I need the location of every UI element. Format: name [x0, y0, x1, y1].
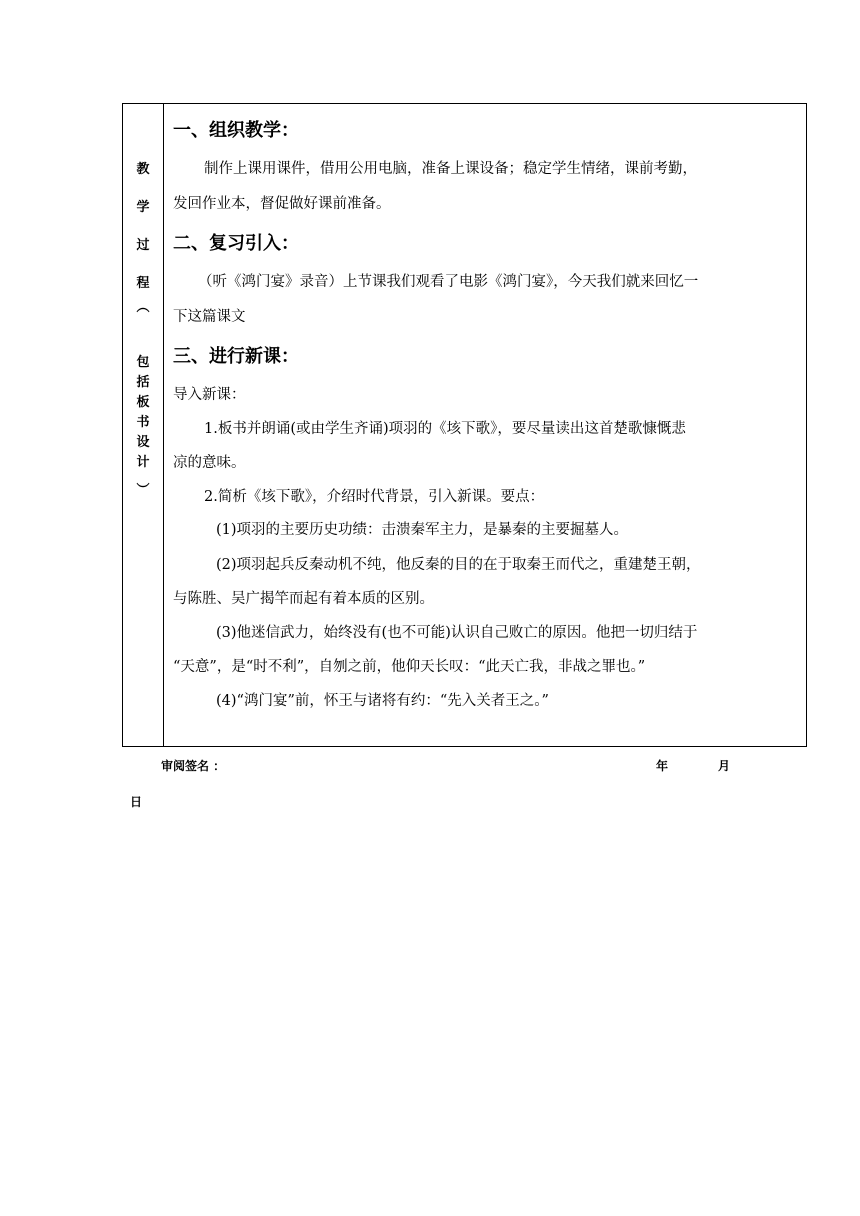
paragraph-line: 2.简析《垓下歌》，介绍时代背景，引入新课。要点： — [204, 489, 545, 505]
label-char: 教 — [136, 162, 150, 177]
label-char: 书 — [136, 415, 150, 430]
paragraph-line: （听《鸿门宴》录音）上节课我们观看了电影《鸿门宴》，今天我们就来回忆一 — [198, 274, 699, 290]
paragraph-line: “天意”，是“时不利”，自刎之前，他仰天长叹：“此天亡我，非战之罪也。” — [173, 659, 646, 675]
paragraph-line: 制作上课用课件，借用公用电脑，准备上课设备；稳定学生情绪，课前考勤， — [204, 161, 697, 177]
year-label: 年 — [656, 759, 669, 773]
review-signature-label: 审阅签名 ： — [161, 759, 226, 773]
label-char: 板 — [136, 395, 150, 410]
label-char: 学 — [136, 200, 150, 215]
content-column — [164, 104, 806, 746]
lesson-table — [122, 103, 807, 747]
paragraph-line: 发回作业本，督促做好课前准备。 — [173, 196, 391, 212]
paragraph-line: 1.板书并朗诵(或由学生齐诵)项羽的《垓下歌》，要尽量读出这首楚歌慷慨悲 — [204, 421, 686, 437]
label-char: 包 — [136, 355, 150, 370]
paragraph-line: (2)项羽起兵反秦动机不纯，他反秦的目的在于取秦王而代之，重建楚王朝， — [216, 557, 701, 573]
paragraph-line: 与陈胜、吴广揭竿而起有着本质的区别。 — [173, 591, 434, 607]
paragraph-line: 凉的意味。 — [173, 455, 246, 471]
day-label: 日 — [130, 795, 143, 809]
section-heading: 三、进行新课： — [173, 346, 299, 367]
label-char: 程 — [136, 276, 150, 291]
section-heading: 一、组织教学： — [173, 120, 299, 141]
label-char: ︶ — [136, 483, 150, 498]
paragraph-line: (4)“鸿门宴”前，怀王与诸将有约：“先入关者王之。” — [216, 693, 549, 709]
label-char: 括 — [136, 375, 150, 390]
label-char: 计 — [136, 455, 150, 470]
paragraph-line: 下这篇课文 — [173, 309, 246, 325]
process-label-column — [123, 104, 164, 746]
section-heading: 二、复习引入： — [173, 233, 299, 254]
paragraph-line: (1)项羽的主要历史功绩：击溃秦军主力，是暴秦的主要掘墓人。 — [216, 522, 629, 538]
month-label: 月 — [718, 759, 731, 773]
label-char: 设 — [136, 435, 150, 450]
label-char: ︵ — [136, 300, 150, 315]
paragraph-line: 导入新课： — [173, 387, 246, 403]
label-char: 过 — [136, 238, 150, 253]
paragraph-line: (3)他迷信武力，始终没有(也不可能)认识自己败亡的原因。他把一切归结于 — [216, 625, 698, 641]
